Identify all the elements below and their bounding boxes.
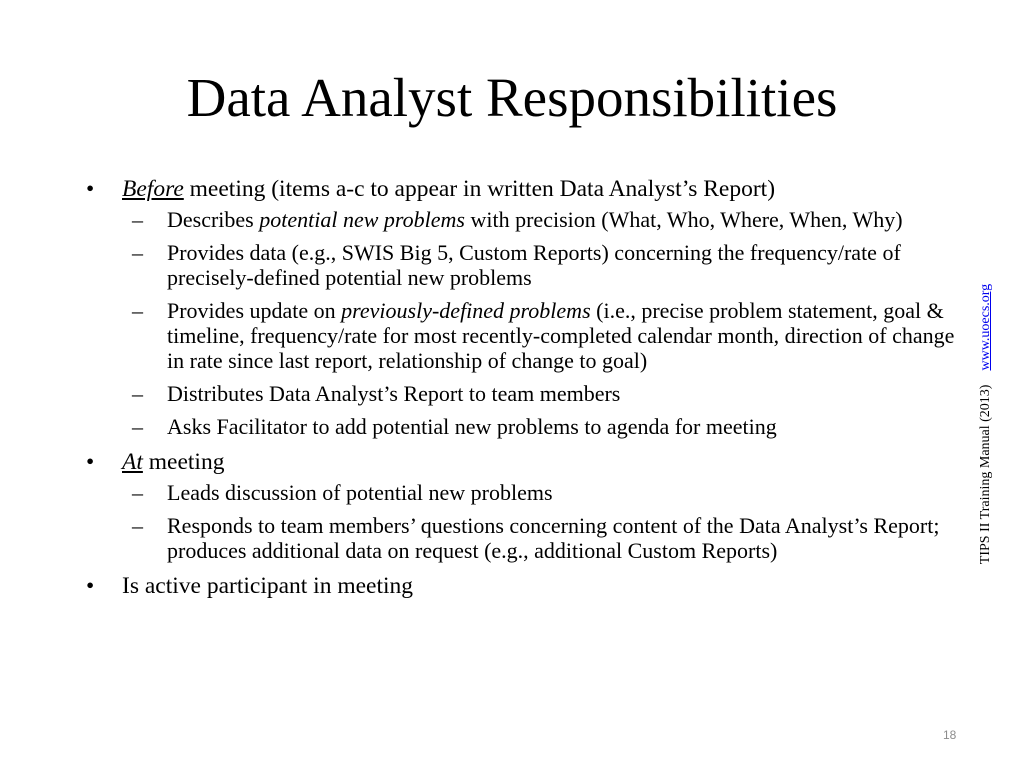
bullet-active-participant — [0, 571, 960, 601]
page-number: 18 — [943, 728, 957, 742]
bullet-lead: Before — [122, 176, 184, 202]
sub-item-responds — [0, 513, 957, 563]
sub-item-text: Distributes Data Analyst’s Report to team members — [167, 381, 621, 406]
sub-item-text: Describes — [167, 207, 260, 232]
dash-marker: – — [132, 414, 143, 439]
sub-item-asks-facilitator — [0, 414, 957, 439]
bullet-list — [0, 174, 960, 604]
bullet-at-meeting — [0, 447, 960, 477]
side-note-rotated — [978, 284, 994, 564]
bullet-lead: At — [122, 449, 143, 475]
side-note-text: TIPS II Training Manual (2013) — [978, 384, 993, 565]
sub-list-before — [0, 207, 960, 439]
dash-marker: – — [132, 240, 143, 265]
sub-item-text: Responds to team members’ questions concerning content of the Data Analyst’s Report; produces additional data on request (e.g., additional Custom Reports) — [167, 513, 940, 563]
sub-item-emphasis: potential new problems — [259, 207, 465, 232]
dash-marker: – — [132, 298, 143, 323]
sub-item-provides-data — [0, 240, 957, 290]
sub-item-describes — [0, 207, 957, 232]
bullet-text: meeting (items a-c to appear in written Data Analyst’s Report) — [183, 176, 776, 202]
sub-item-distributes — [0, 381, 957, 406]
bullet-marker: • — [86, 573, 95, 599]
sub-list-at — [0, 480, 960, 563]
sub-item-emphasis: previously-defined problems — [341, 298, 591, 323]
sub-item-text: Provides update on — [167, 298, 342, 323]
dash-marker: – — [132, 480, 143, 505]
bullet-marker: • — [86, 176, 95, 202]
bullet-text: meeting — [142, 449, 225, 475]
dash-marker: – — [132, 513, 143, 538]
slide-title: Data Analyst Responsibilities — [186, 67, 838, 128]
sub-item-text: Asks Facilitator to add potential new problems to agenda for meeting — [167, 414, 777, 439]
sub-item-leads-discussion — [0, 480, 957, 505]
sub-item-text-tail: with precision (What, Who, Where, When, Why) — [464, 207, 903, 232]
sub-item-text: Provides data (e.g., SWIS Big 5, Custom Reports) concerning the frequency/rate of precisely-defined potential new problems — [167, 240, 901, 290]
side-note-link[interactable]: www.uoecs.org — [978, 283, 993, 371]
bullet-before-meeting — [0, 174, 960, 204]
sub-item-provides-update — [0, 298, 957, 373]
sub-item-text-tail: (i.e., precise problem statement, goal & timeline, frequency/rate for most recently-completed calendar month, direction of change in rate since last report, relationship of change to goal) — [167, 298, 955, 373]
dash-marker: – — [132, 381, 143, 406]
bullet-marker: • — [86, 449, 95, 475]
dash-marker: – — [132, 207, 143, 232]
bullet-text: Is active participant in meeting — [122, 573, 414, 599]
sub-item-text: Leads discussion of potential new problems — [167, 480, 553, 505]
